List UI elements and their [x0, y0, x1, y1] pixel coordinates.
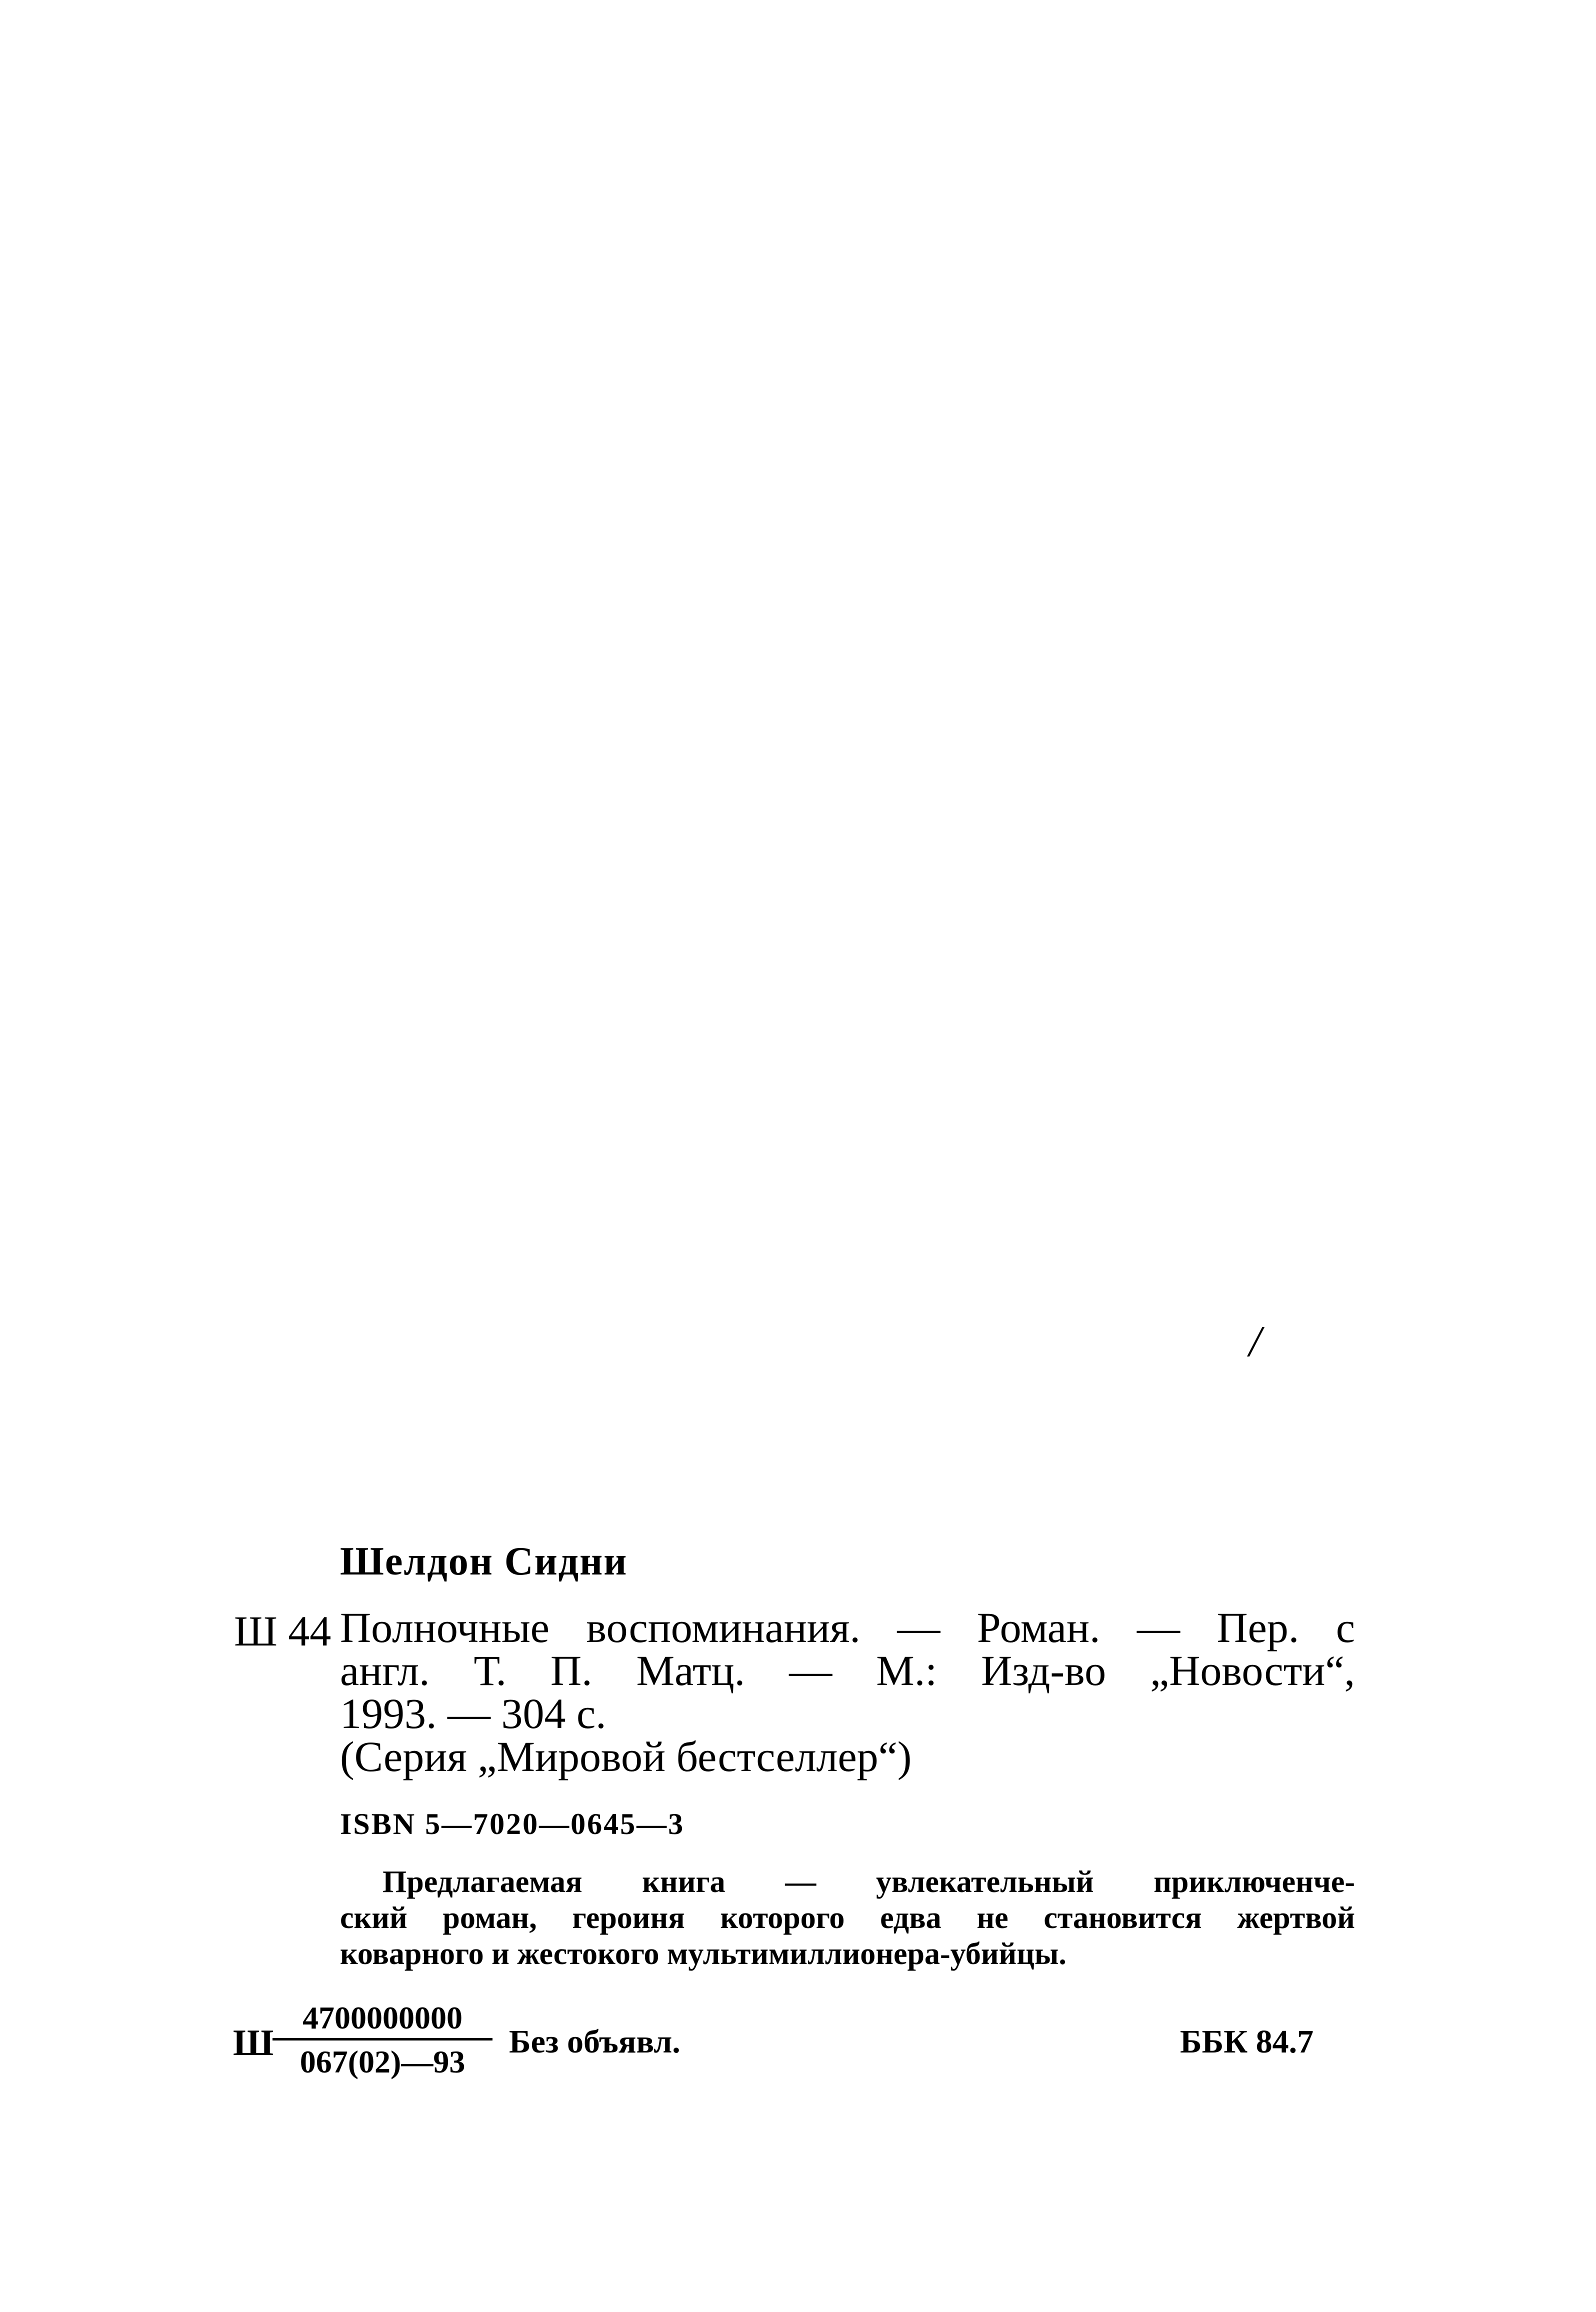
- author-name: Шелдон Сидни: [340, 1540, 628, 1584]
- entry-line: англ. Т. П. Матц. — М.: Изд-во „Новости“,: [340, 1646, 1355, 1694]
- classification-fraction: [272, 2000, 492, 2084]
- entry-line: Полночные воспоминания. — Роман. — Пер. с: [340, 1604, 1355, 1652]
- entry-line: (Серия „Мировой бестселлер“): [340, 1732, 912, 1780]
- bibliographic-entry: [340, 1606, 1355, 1778]
- bbk-code: ББК 84.7: [1180, 2024, 1314, 2060]
- classification-denominator: 067(02)—93: [300, 2044, 466, 2080]
- library-index-code: Ш 44: [234, 1607, 332, 1655]
- entry-line: 1993. — 304 с.: [340, 1690, 606, 1738]
- annotation-line: ский роман, героиня которого едва не становится жертвой: [340, 1901, 1355, 1935]
- annotation-line: коварного и жестокого мультимиллионера-убийцы.: [340, 1937, 1066, 1971]
- classification-numerator: 4700000000: [272, 2000, 492, 2040]
- classification-prefix: Ш: [233, 2022, 274, 2064]
- margin-mark: /: [1249, 1318, 1262, 1366]
- isbn: ISBN 5—7020—0645—3: [340, 1808, 685, 1840]
- annotation-line: Предлагаемая книга — увлекательный приключенче-: [382, 1865, 1355, 1899]
- no-ads-note: Без объявл.: [509, 2024, 680, 2060]
- annotation: [340, 1864, 1355, 1972]
